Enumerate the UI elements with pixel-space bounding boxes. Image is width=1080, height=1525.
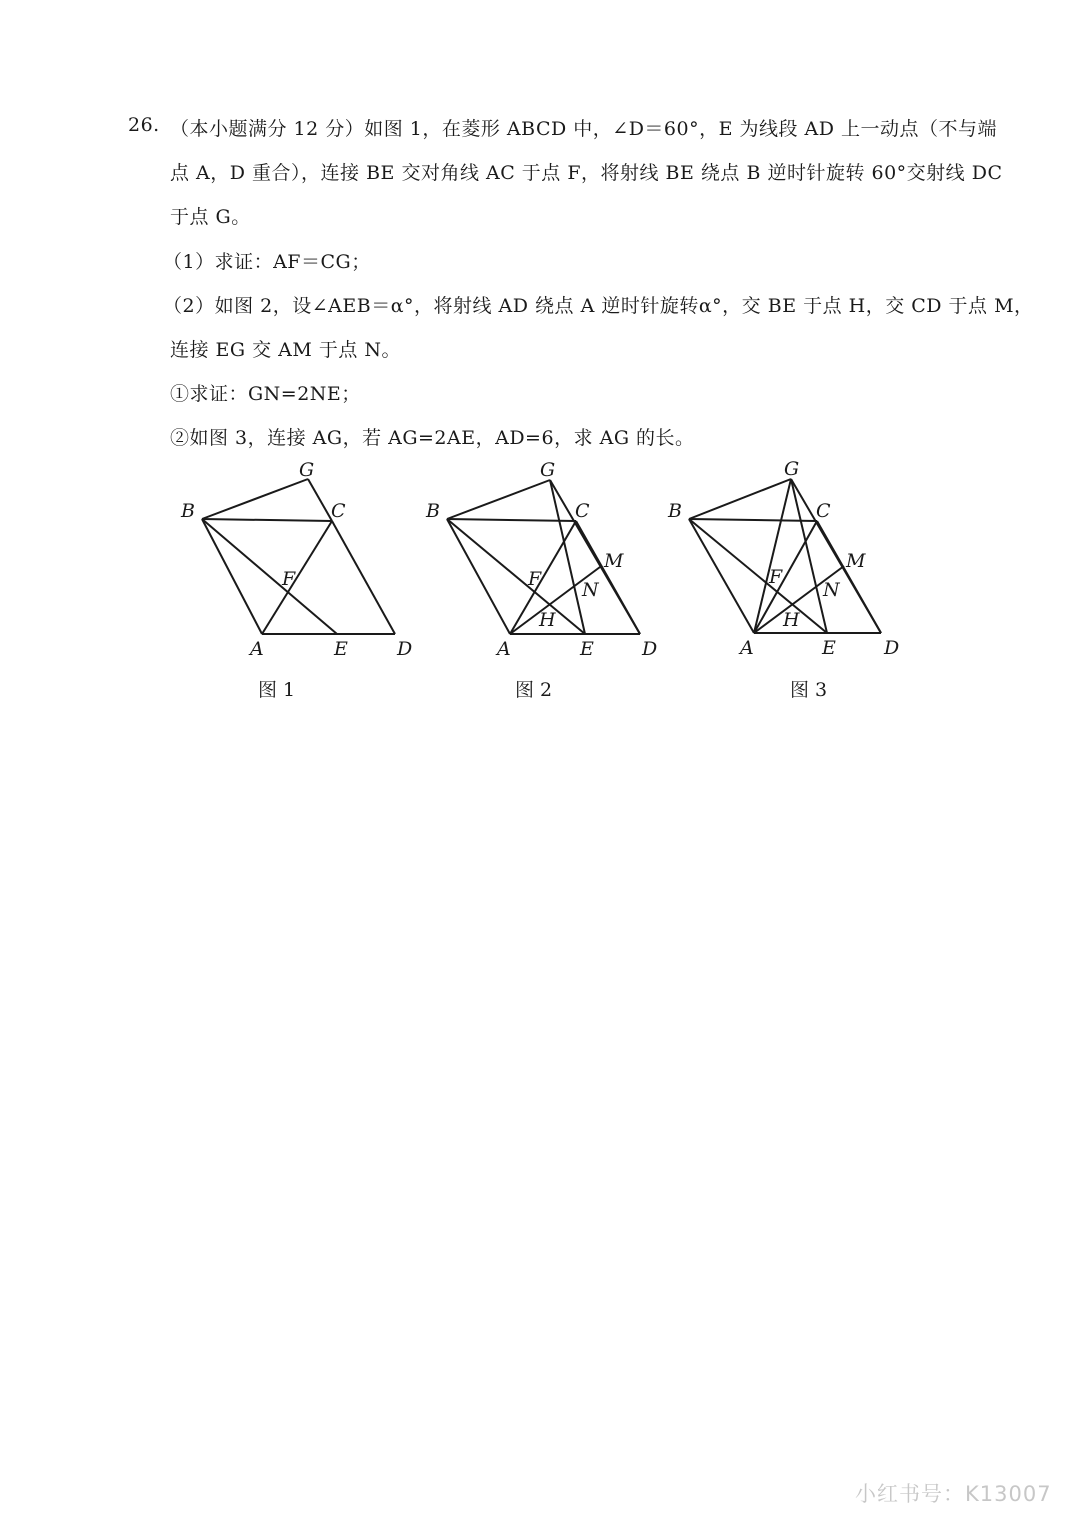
label-H: H	[539, 609, 556, 631]
figure-3-caption: 图 3	[790, 679, 828, 701]
label-A: A	[250, 638, 264, 660]
problem-line-1: （本小题满分 12 分）如图 1，在菱形 ABCD 中，∠D＝60°，E 为线段 AD 上一动点（不与端	[170, 118, 998, 140]
figure-3	[664, 455, 924, 665]
label-C: C	[575, 500, 590, 522]
figure-2	[420, 455, 680, 665]
label-G: G	[540, 459, 556, 481]
label-N: N	[823, 579, 840, 601]
label-M: M	[604, 550, 624, 572]
label-C: C	[816, 500, 831, 522]
problem-line-2: 点 A，D 重合），连接 BE 交对角线 AC 于点 F，将射线 BE 绕点 B 逆时针旋转 60°交射线 DC	[170, 162, 1003, 184]
part-2-line-2: 连接 EG 交 AM 于点 N。	[170, 339, 402, 361]
label-B: B	[426, 500, 440, 522]
figure-2-diagram	[420, 455, 680, 665]
part-1: （1）求证：AF＝CG；	[163, 251, 371, 273]
sub-question-1: ①求证：GN=2NE；	[170, 383, 361, 405]
label-F: F	[282, 568, 296, 590]
label-B: B	[668, 500, 682, 522]
figure-1	[175, 455, 435, 665]
label-E: E	[822, 637, 836, 659]
label-H: H	[783, 609, 800, 631]
label-D: D	[642, 638, 658, 660]
label-C: C	[331, 500, 346, 522]
label-E: E	[580, 638, 594, 660]
label-F: F	[769, 566, 783, 588]
label-B: B	[181, 500, 195, 522]
part-2-line-1: （2）如图 2，设∠AEB＝α°，将射线 AD 绕点 A 逆时针旋转α°，交 BE 于点 H，交 CD 于点 M，	[163, 295, 1034, 317]
figure-1-diagram	[175, 455, 435, 665]
figure-3-diagram	[664, 455, 924, 665]
label-M: M	[846, 550, 866, 572]
label-D: D	[397, 638, 413, 660]
label-G: G	[784, 458, 800, 480]
problem-number: 26.	[128, 114, 160, 136]
label-F: F	[528, 568, 542, 590]
problem-line-3: 于点 G。	[170, 206, 251, 228]
label-N: N	[582, 579, 599, 601]
figure-2-caption: 图 2	[515, 679, 553, 701]
figure-1-caption: 图 1	[258, 679, 296, 701]
label-E: E	[334, 638, 348, 660]
sub-question-2: ②如图 3，连接 AG，若 AG=2AE，AD=6，求 AG 的长。	[170, 427, 695, 449]
label-G: G	[299, 459, 315, 481]
label-A: A	[497, 638, 511, 660]
label-A: A	[740, 637, 754, 659]
watermark: 小红书号：K13007	[855, 1482, 1052, 1506]
label-D: D	[884, 637, 900, 659]
